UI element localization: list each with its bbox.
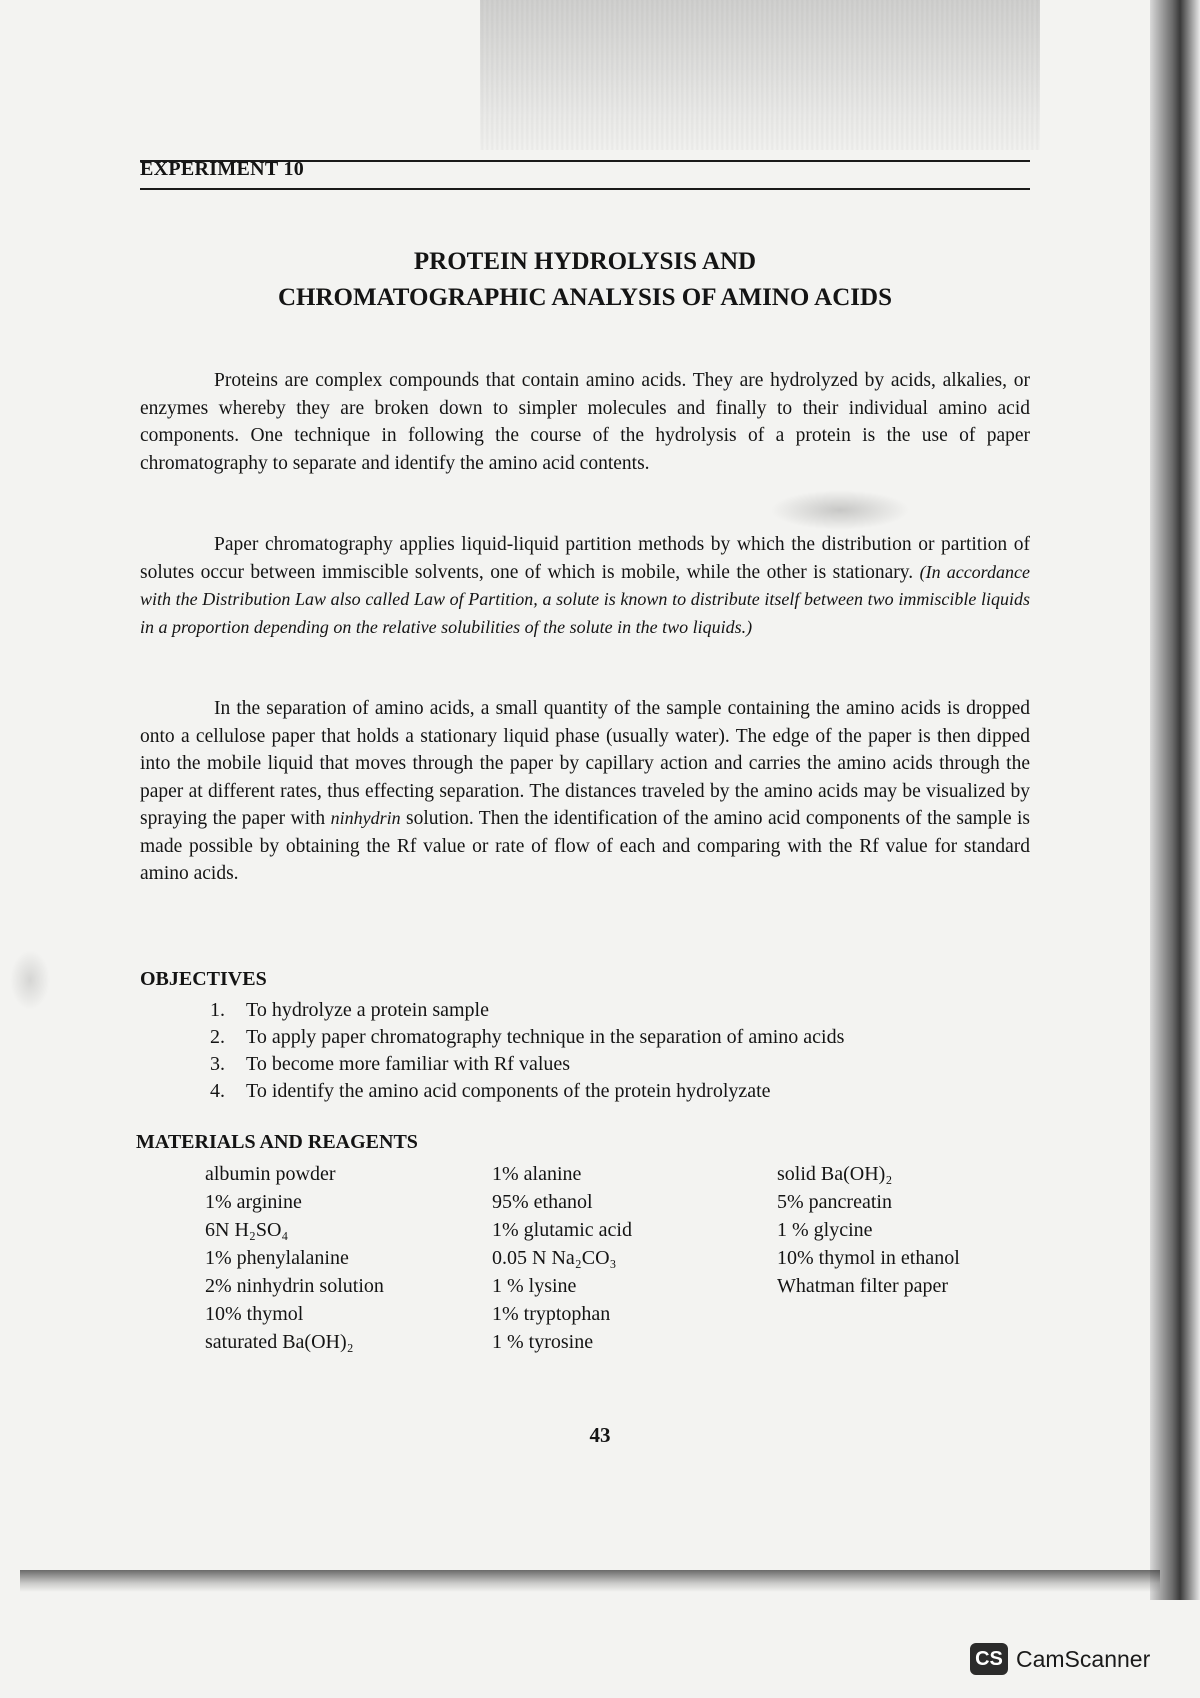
paragraph-3-italic: ninhydrin: [330, 808, 401, 828]
header-rule-bottom: [140, 188, 1030, 190]
title-line-1: PROTEIN HYDROLYSIS AND: [413, 248, 757, 275]
experiment-label: EXPERIMENT 10: [140, 158, 305, 180]
camscanner-logo-icon: CS: [970, 1643, 1008, 1675]
material-item: saturated Ba(OH)₂: [205, 1331, 354, 1353]
intro-paragraph-3: [140, 695, 1030, 888]
camscanner-name: CamScanner: [1016, 1645, 1151, 1672]
paragraph-3-text-b: solution. Then the identification of the amino acid components of the sample is made possible by obtaining the Rf value or rate of flow of each and comparing with the Rf value for standard amino acids.: [140, 808, 1031, 884]
scan-shadow-top: [480, 0, 1040, 150]
scan-shadow-bottom: [20, 1570, 1160, 1592]
paragraph-2-italic: (In accordance with the Distribution Law also called Law of Partition, a solute is known to distribute itself between two immiscible liquids in a proportion depending on the relative solubilities of the solute in the two liquids.): [140, 561, 1030, 637]
material-item: albumin powder: [205, 1163, 336, 1185]
material-item: 1% tryptophan: [492, 1303, 611, 1325]
title-line-2: CHROMATOGRAPHIC ANALYSIS OF AMINO ACIDS: [278, 284, 892, 311]
page-number: 43: [589, 1423, 611, 1447]
material-item: 10% thymol: [205, 1303, 304, 1325]
material-item: 5% pancreatin: [777, 1191, 892, 1213]
document-title: [140, 244, 1030, 316]
material-item: 1% phenylalanine: [205, 1247, 349, 1269]
material-item: solid Ba(OH)₂: [777, 1163, 893, 1185]
material-item: Whatman filter paper: [777, 1275, 949, 1297]
objective-item: 3. To become more familiar with Rf values: [210, 1053, 571, 1075]
objectives-list: [210, 997, 844, 1105]
material-item: 1% arginine: [205, 1191, 302, 1213]
scan-smudge: [770, 490, 910, 530]
objectives-heading: OBJECTIVES: [140, 968, 267, 990]
materials-column-3: [777, 1160, 960, 1300]
material-item: 1 % glycine: [777, 1219, 873, 1241]
scan-smudge-left: [10, 950, 50, 1010]
material-item: 1% glutamic acid: [492, 1219, 632, 1241]
objective-item: 4. To identify the amino acid components of the protein hydrolyzate: [210, 1080, 771, 1102]
materials-heading: MATERIALS AND REAGENTS: [136, 1131, 418, 1153]
paragraph-2-text: Paper chromatography applies liquid-liquid partition methods by which the distribution or partition of solutes occur between immiscible solvents, one of which is mobile, while the other is stationary.: [140, 534, 1030, 583]
paragraph-3-text-a: In the separation of amino acids, a small quantity of the sample containing the amino acids is dropped onto a cellulose paper that holds a stationary liquid phase (usually water). The edge of the paper is then dipped into the mobile liquid that moves through the paper by capillary action and carries the amino acids through the paper at different rates, thus effecting separation. The distances traveled by the amino acids may be visualized by spraying the paper with: [140, 698, 1030, 829]
intro-paragraph-1: Proteins are complex compounds that contain amino acids. They are hydrolyzed by acids, alkalies, or enzymes whereby they are broken down to simpler molecules and finally to their individual amino acid components. One technique in following the course of the hydrolysis of a protein is the use of paper chromatography to separate and identify the amino acid contents.: [140, 370, 1030, 474]
materials-column-2: [492, 1160, 632, 1356]
material-item: 1 % tyrosine: [492, 1331, 594, 1353]
scan-shadow-right: [1150, 0, 1200, 1600]
objective-item: 2. To apply paper chromatography technique in the separation of amino acids: [210, 1026, 845, 1048]
material-item: 10% thymol in ethanol: [777, 1247, 960, 1269]
material-item: 1 % lysine: [492, 1275, 577, 1297]
intro-paragraph-2: [140, 531, 1030, 641]
material-item: 6N H₂SO₄: [205, 1219, 289, 1241]
objective-item: 1. To hydrolyze a protein sample: [210, 999, 489, 1021]
material-item: 1% alanine: [492, 1163, 582, 1185]
material-item: 0.05 N Na₂CO₃: [492, 1247, 617, 1269]
material-item: 2% ninhydrin solution: [205, 1275, 384, 1297]
materials-column-1: [205, 1160, 384, 1356]
material-item: 95% ethanol: [492, 1191, 593, 1213]
camscanner-watermark: [970, 1643, 1150, 1675]
